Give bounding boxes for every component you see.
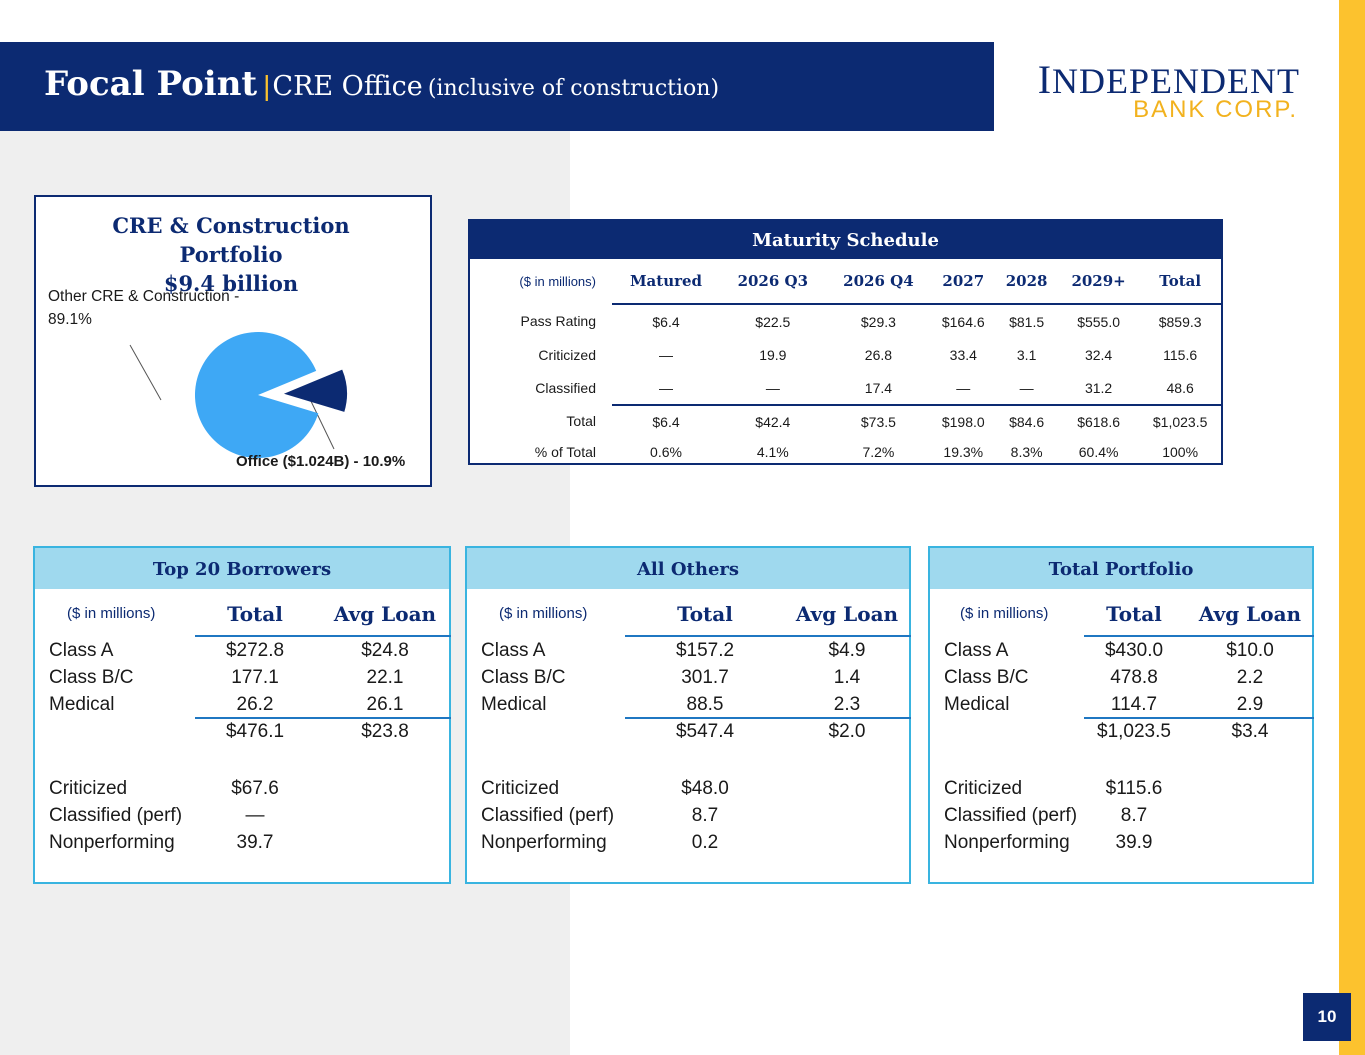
cell: 31.2 <box>1084 379 1113 396</box>
cell-total: 301.7 <box>681 667 729 688</box>
cell: — <box>1019 379 1034 396</box>
row-label: Class B/C <box>49 667 134 688</box>
cell: $859.3 <box>1158 313 1202 330</box>
cell: $618.6 <box>1058 405 1139 437</box>
table-row <box>470 304 1221 338</box>
page-title <box>44 64 719 104</box>
cell: 8.3% <box>1010 444 1043 460</box>
col-header-avg-loan: Avg Loan <box>1198 602 1302 626</box>
row-label: Nonperforming <box>481 832 607 853</box>
company-logo <box>1030 56 1300 126</box>
row-label: Class A <box>49 640 114 661</box>
cell: $73.5 <box>826 405 932 437</box>
col-header-total: Total <box>227 602 283 626</box>
pie-chart <box>36 197 430 485</box>
maturity-header-row <box>470 259 1221 304</box>
col-header-total: Total <box>677 602 733 626</box>
cell-value: $67.6 <box>231 778 279 799</box>
logo-line1: INDEPENDENT <box>1037 57 1300 102</box>
cell: $84.6 <box>995 405 1058 437</box>
panel-top-20-borrowers <box>33 546 451 884</box>
row-label: Criticized <box>49 778 128 799</box>
row-label: Medical <box>49 694 115 715</box>
maturity-schedule-card <box>468 219 1223 465</box>
cell-total: 177.1 <box>231 667 279 688</box>
col-header: 2029+ <box>1058 259 1139 304</box>
row-label: Criticized <box>538 346 596 363</box>
cell-total: $272.8 <box>225 640 285 661</box>
cell-avg: 1.4 <box>833 667 861 688</box>
divider <box>625 717 911 719</box>
sum-avg: $3.4 <box>1231 721 1269 742</box>
maturity-unit: ($ in millions) <box>519 274 596 289</box>
row-label: Total <box>566 413 596 429</box>
cell: 48.6 <box>1166 379 1194 396</box>
table-row <box>470 338 1221 371</box>
cell: 7.2% <box>862 444 895 460</box>
divider <box>1084 635 1314 637</box>
cell: $6.4 <box>612 405 720 437</box>
panel-unit: ($ in millions) <box>499 605 588 622</box>
sum-total: $1,023.5 <box>1097 721 1171 742</box>
table-row <box>470 371 1221 405</box>
divider <box>625 635 911 637</box>
cell: $1,023.5 <box>1139 405 1221 437</box>
cell: 60.4% <box>1078 444 1119 460</box>
cell: — <box>659 379 673 396</box>
row-label: Nonperforming <box>944 832 1070 853</box>
cell: 17.4 <box>864 379 893 396</box>
panel-title: All Others <box>467 548 909 589</box>
cell-value: — <box>245 805 265 826</box>
sum-avg: $2.0 <box>828 721 866 742</box>
col-header-avg-loan: Avg Loan <box>795 602 899 626</box>
cell: 0.6% <box>650 444 682 460</box>
cell-avg: 2.9 <box>1236 694 1264 715</box>
panel-unit: ($ in millions) <box>67 605 156 622</box>
cell-total: 88.5 <box>686 694 724 715</box>
col-header: Matured <box>612 259 720 304</box>
cell-avg: $24.8 <box>361 640 409 661</box>
cell-value: 8.7 <box>1120 805 1148 826</box>
pie-label-other: Other CRE & Construction - 89.1% <box>48 288 240 328</box>
row-label: Nonperforming <box>49 832 175 853</box>
cell: $6.4 <box>652 313 680 330</box>
sum-total: $476.1 <box>225 721 285 742</box>
cell-total: $157.2 <box>675 640 735 661</box>
cell-avg: 2.2 <box>1236 667 1264 688</box>
divider <box>1084 717 1314 719</box>
table-row-percent <box>470 437 1221 467</box>
cell: 100% <box>1162 444 1199 460</box>
col-header: 2026 Q3 <box>720 259 826 304</box>
row-label: Medical <box>944 694 1010 715</box>
page-number: 10 <box>1303 993 1351 1041</box>
cell: 33.4 <box>949 346 977 363</box>
logo-line2: BANK CORP. <box>1133 96 1298 123</box>
col-header: 2027 <box>931 259 995 304</box>
table-row-total <box>470 405 1221 437</box>
row-label: Class B/C <box>944 667 1029 688</box>
cell-value: $115.6 <box>1105 778 1163 799</box>
cell-avg: $10.0 <box>1226 640 1274 661</box>
row-label: Classified (perf) <box>944 805 1078 826</box>
title-paren: (inclusive of construction) <box>427 76 720 101</box>
pie-title: CRE & Construction Portfolio $9.4 billion <box>112 213 350 296</box>
panel-title: Total Portfolio <box>930 548 1312 589</box>
cell-total: 478.8 <box>1110 667 1158 688</box>
cell-avg: 26.1 <box>366 694 404 715</box>
maturity-table <box>470 259 1221 467</box>
cell: — <box>659 346 673 363</box>
title-main: Focal Point <box>44 64 258 104</box>
cell: 3.1 <box>1016 346 1037 363</box>
divider <box>195 717 451 719</box>
cell-avg: $4.9 <box>828 640 866 661</box>
row-label: Classified <box>535 380 596 396</box>
col-header-avg-loan: Avg Loan <box>333 602 437 626</box>
cell-value: 39.7 <box>236 832 274 853</box>
cell: — <box>765 379 780 396</box>
portfolio-pie-card <box>34 195 432 487</box>
cell: $81.5 <box>1009 313 1045 330</box>
row-label: Medical <box>481 694 547 715</box>
cell: 32.4 <box>1084 346 1113 363</box>
sum-avg: $23.8 <box>361 721 409 742</box>
col-header: Total <box>1139 259 1221 304</box>
row-label: % of Total <box>534 444 596 460</box>
panel-title: Top 20 Borrowers <box>35 548 449 589</box>
cell-value: 39.9 <box>1115 832 1153 853</box>
cell-total: 114.7 <box>1110 694 1158 715</box>
row-label: Class A <box>944 640 1009 661</box>
cell: 19.3% <box>943 444 984 460</box>
row-label: Class A <box>481 640 546 661</box>
cell: $198.0 <box>931 405 995 437</box>
cell: $555.0 <box>1077 313 1121 330</box>
cell: 115.6 <box>1163 346 1198 363</box>
cell: $22.5 <box>755 313 791 330</box>
panel-unit: ($ in millions) <box>960 605 1049 622</box>
cell-avg: 2.3 <box>833 694 861 715</box>
row-label: Classified (perf) <box>481 805 615 826</box>
pie-label-office: Office ($1.024B) - 10.9% <box>236 453 406 470</box>
row-label: Criticized <box>944 778 1023 799</box>
row-label: Pass Rating <box>520 313 596 329</box>
row-label: Class B/C <box>481 667 566 688</box>
sum-total: $547.4 <box>675 721 735 742</box>
title-sub: CRE Office <box>272 71 423 102</box>
accent-bar <box>1339 0 1365 1055</box>
maturity-title: Maturity Schedule <box>470 221 1221 259</box>
col-header: 2028 <box>995 259 1058 304</box>
panel-all-others <box>465 546 911 884</box>
cell: 19.9 <box>759 346 787 363</box>
cell: 4.1% <box>756 444 789 460</box>
col-header: 2026 Q4 <box>826 259 932 304</box>
cell: 26.8 <box>864 346 893 363</box>
title-separator: | <box>263 70 271 101</box>
header-banner <box>0 42 994 131</box>
cell-total: $430.0 <box>1104 640 1164 661</box>
row-label: Classified (perf) <box>49 805 183 826</box>
cell-value: $48.0 <box>681 778 729 799</box>
cell-value: 8.7 <box>691 805 719 826</box>
cell-value: 0.2 <box>691 832 719 853</box>
divider <box>195 635 451 637</box>
col-header-total: Total <box>1106 602 1162 626</box>
panel-total-portfolio <box>928 546 1314 884</box>
cell: $164.6 <box>941 313 985 330</box>
cell: — <box>956 379 971 396</box>
cell: $29.3 <box>860 313 896 330</box>
cell-total: 26.2 <box>236 694 274 715</box>
cell-avg: 22.1 <box>366 667 404 688</box>
cell: $42.4 <box>720 405 826 437</box>
row-label: Criticized <box>481 778 560 799</box>
